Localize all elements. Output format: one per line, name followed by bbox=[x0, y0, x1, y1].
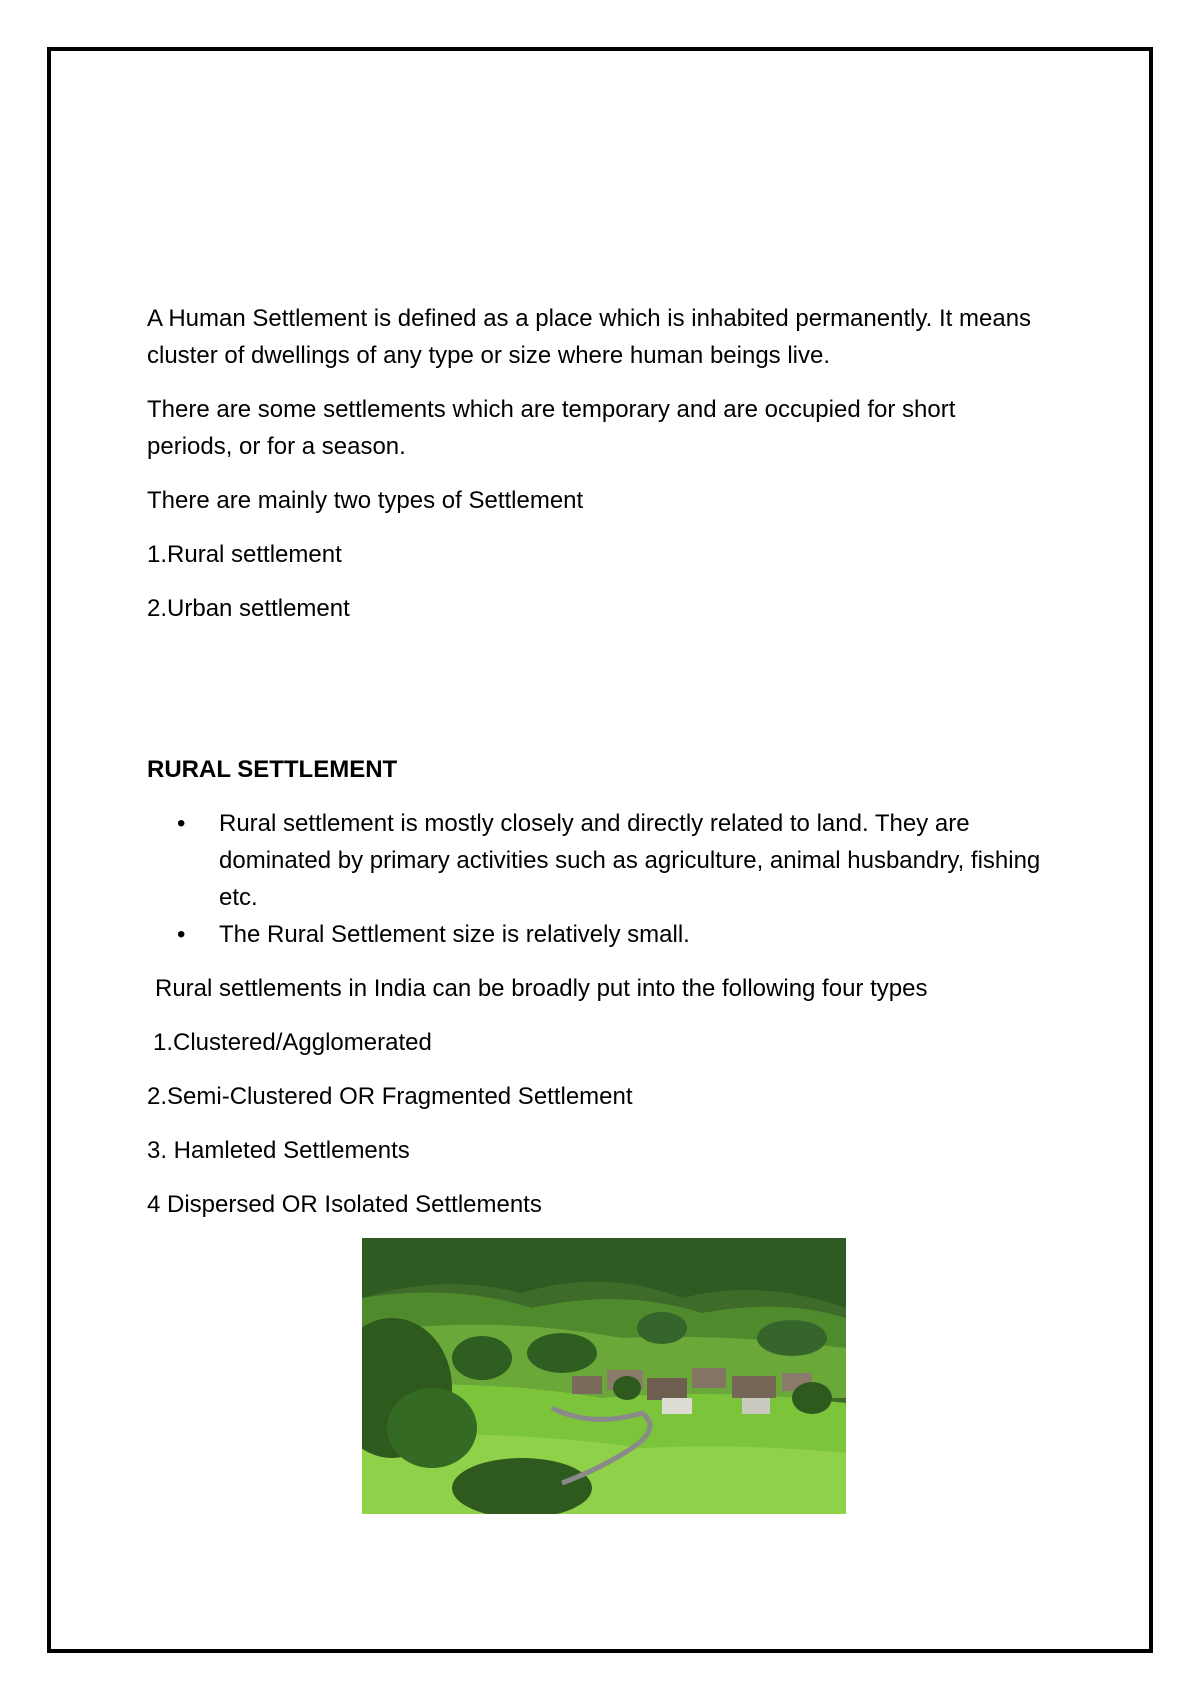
document-body bbox=[147, 300, 1047, 1240]
section-heading: RURAL SETTLEMENT bbox=[147, 756, 398, 783]
temporary-paragraph: There are some settlements which are temporary and are occupied for short periods, or for a season. bbox=[147, 396, 956, 460]
types-intro: There are mainly two types of Settlement bbox=[147, 487, 584, 514]
type-item-rural: 1.Rural settlement bbox=[147, 541, 342, 568]
rural-type-item: 4 Dispersed OR Isolated Settlements bbox=[147, 1191, 542, 1218]
bullet-item: • Rural settlement is mostly closely and directly related to land. They are dominated by primary activities such as agriculture, animal husbandry, fishing etc. bbox=[219, 805, 1047, 916]
rural-type-item: 2.Semi-Clustered OR Fragmented Settlement bbox=[147, 1083, 633, 1110]
bullet-list bbox=[147, 805, 1047, 953]
definition-paragraph: A Human Settlement is defined as a place which is inhabited permanently. It means cluster of dwellings of any type or size where human beings live. bbox=[147, 305, 1032, 369]
type-item-urban: 2.Urban settlement bbox=[147, 595, 350, 622]
bullet-item: • The Rural Settlement size is relatively small. bbox=[219, 916, 1047, 953]
rural-type-item: 1.Clustered/Agglomerated bbox=[153, 1029, 432, 1056]
rural-types-intro: Rural settlements in India can be broadly put into the following four types bbox=[155, 975, 928, 1002]
spacer bbox=[147, 644, 1047, 751]
rural-type-item: 3. Hamleted Settlements bbox=[147, 1137, 410, 1164]
village-landscape-photo bbox=[362, 1238, 846, 1514]
